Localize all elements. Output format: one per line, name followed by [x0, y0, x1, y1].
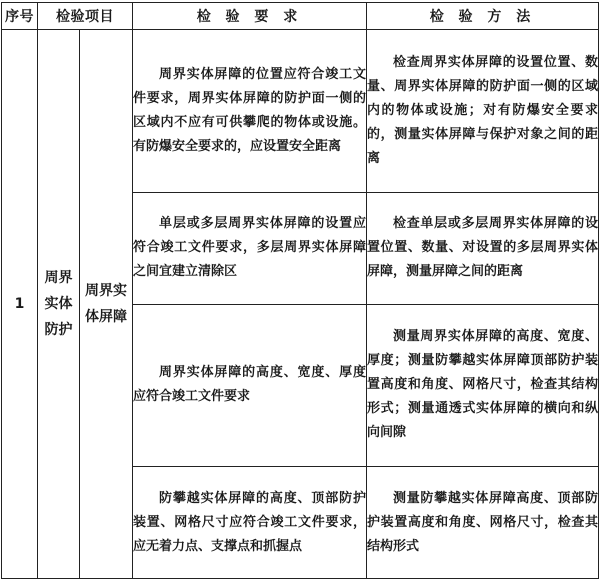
method-text: 测量周界实体屏障的高度、宽度、厚度；测量防攀越实体屏障顶部防护装置高度和角度、网格尺寸，检查其结构形式；测量通透式实体屏障的横向和纵向间隙	[367, 329, 598, 441]
method-cell	[367, 30, 599, 193]
subcategory-cell: 周界实体屏障	[80, 30, 133, 579]
requirement-text: 周界实体屏障的高度、宽度、厚度应符合竣工文件要求	[133, 365, 366, 405]
seq-number: 1	[2, 30, 38, 579]
header-method: 检 验 方 法	[367, 3, 599, 30]
requirement-cell	[133, 192, 367, 304]
requirement-text: 单层或多层周界实体屏障的设置应符合竣工文件要求，多层周界实体屏障之间宜建立清除区	[133, 216, 366, 280]
requirement-cell	[133, 304, 367, 467]
requirement-text: 防攀越实体屏障的高度、顶部防护装置、网格尺寸应符合竣工文件要求，应无着力点、支撑点和抓握点	[133, 490, 366, 554]
header-seq: 序号	[2, 3, 38, 30]
requirement-cell	[133, 30, 367, 193]
table-row	[2, 30, 599, 193]
inspection-table	[1, 2, 599, 579]
category-cell: 周界实体防护	[38, 30, 80, 579]
method-cell	[367, 304, 599, 467]
header-item: 检验项目	[38, 3, 133, 30]
header-row	[2, 3, 599, 30]
header-requirement: 检 验 要 求	[133, 3, 367, 30]
method-text: 检查单层或多层周界实体屏障的设置位置、数量、对设置的多层周界实体屏障，测量屏障之间的距离	[367, 216, 598, 280]
requirement-text: 周界实体屏障的位置应符合竣工文件要求，周界实体屏障的防护面一侧的区域内不应有可供攀爬的物体或设施。有防爆安全要求的，应设置安全距离	[133, 67, 366, 155]
requirement-cell	[133, 467, 367, 579]
method-text: 检查周界实体屏障的设置位置、数量、周界实体屏障的防护面一侧的区域内的物体或设施；对有防爆安全要求的，测量实体屏障与保护对象之间的距离	[367, 55, 598, 167]
method-cell	[367, 192, 599, 304]
method-text: 测量防攀越实体屏障高度、顶部防护装置高度和角度、网格尺寸，检查其结构形式	[367, 490, 598, 554]
method-cell	[367, 467, 599, 579]
